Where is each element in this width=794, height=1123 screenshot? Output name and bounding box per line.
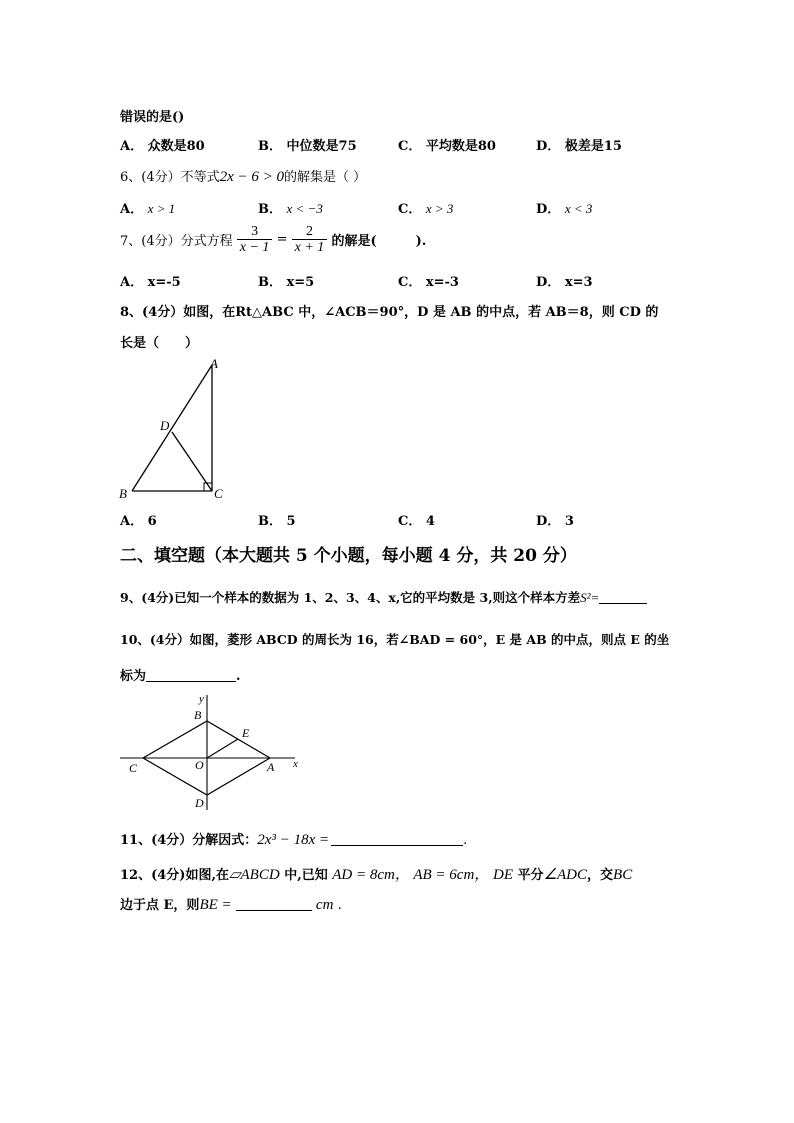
q7-option-b: B． x=5: [258, 275, 315, 290]
q5-option-a: A． 众数是80: [120, 139, 205, 154]
q6-option-c: C． x > 3: [398, 201, 454, 217]
q6-option-a: A． x > 1: [120, 201, 176, 217]
q5-option-b: B． 中位数是75: [258, 139, 357, 154]
q10-label-d: D: [195, 796, 204, 810]
q8-label-b: B: [119, 486, 127, 501]
q10-label-a: A: [267, 760, 275, 774]
q8-side-ab: [132, 365, 212, 491]
q7-option-c: C． x=-3: [398, 275, 459, 290]
q8-triangle-figure: [115, 355, 235, 505]
q10-stem-line1: 10、(4分）如图，菱形 ABCD 的周长为 16，若∠BAD = 60°，E 是 AB 的中点，则点 E 的坐: [120, 632, 670, 647]
q6-option-d: D． x < 3: [536, 201, 593, 217]
q6-option-b: B． x < −3: [258, 201, 323, 217]
q5-stem-tail: 错误的是(): [120, 110, 185, 125]
q10-stem-line2: 标为 .: [120, 669, 241, 684]
q10-rhombus-figure: [115, 690, 310, 815]
q8-stem-line2: 长是（ ）: [120, 336, 199, 351]
q8-label-a: A: [210, 356, 218, 371]
q8-option-c: C． 4: [398, 514, 435, 529]
q7-stem: 7、(4分）分式方程 $\frac{3}{x - 1}$ = $\frac{2}{x + 1}$ 的解是( ).: [120, 224, 427, 255]
q11-answer-blank: [331, 833, 463, 846]
q8-option-d: D． 3: [536, 514, 574, 529]
q10-label-y: y: [199, 693, 204, 705]
q9-answer-blank: [599, 591, 647, 604]
q6-stem: 6、(4分）不等式2x − 6 > 0的解集是（ ）: [120, 169, 367, 185]
q8-option-a: A． 6: [120, 514, 157, 529]
q12-answer-blank: [236, 898, 312, 911]
q10-label-c: C: [129, 761, 138, 775]
q7-option-d: D． x=3: [536, 275, 593, 290]
q11-expression: 2x³ − 18x =: [257, 832, 330, 848]
q10-label-o: O: [195, 758, 204, 772]
q10-label-b: B: [194, 708, 202, 722]
q5-option-d: D． 极差是15: [536, 139, 622, 154]
q7-option-a: A． x=-5: [120, 275, 181, 290]
q9-variance-symbol: S²=: [580, 590, 600, 605]
q7-fraction-left: $\frac{3}{x - 1}$: [237, 224, 273, 255]
q11-stem: 11、(4分）分解因式：2x³ − 18x = .: [120, 832, 468, 848]
q10-segment-oe: [207, 739, 238, 758]
q10-label-x: x: [293, 758, 298, 770]
q5-option-c: C． 平均数是80: [398, 139, 496, 154]
q7-fraction-right: $\frac{2}{x + 1}$: [292, 224, 328, 255]
q8-stem-line1: 8、(4分）如图，在Rt△ABC 中，∠ACB＝90°，D 是 AB 的中点，若 AB＝8，则 CD 的: [120, 305, 659, 320]
q10-answer-blank: [146, 669, 236, 682]
q8-label-c: C: [214, 486, 223, 501]
q8-segment-cd: [172, 432, 212, 491]
q9-stem: 9、(4分)已知一个样本的数据为 1、2、3、4、x,它的平均数是 3,则这个样本方差S²=: [120, 588, 647, 606]
q8-option-b: B． 5: [258, 514, 296, 529]
q12-stem-line1: 12、(4分)如图,在▱ABCD 中,已知 AD = 8cm， AB = 6cm， DE 平分∠ADC，交BC: [120, 867, 633, 883]
q6-inequality: 2x − 6 > 0: [219, 169, 285, 185]
section-title: 二、填空题（本大题共 5 个小题，每小题 4 分，共 20 分）: [120, 546, 577, 566]
q8-label-d: D: [160, 418, 170, 433]
q12-stem-line2: 边于点 E，则BE = cm .: [120, 897, 342, 913]
q10-label-e: E: [242, 726, 250, 740]
